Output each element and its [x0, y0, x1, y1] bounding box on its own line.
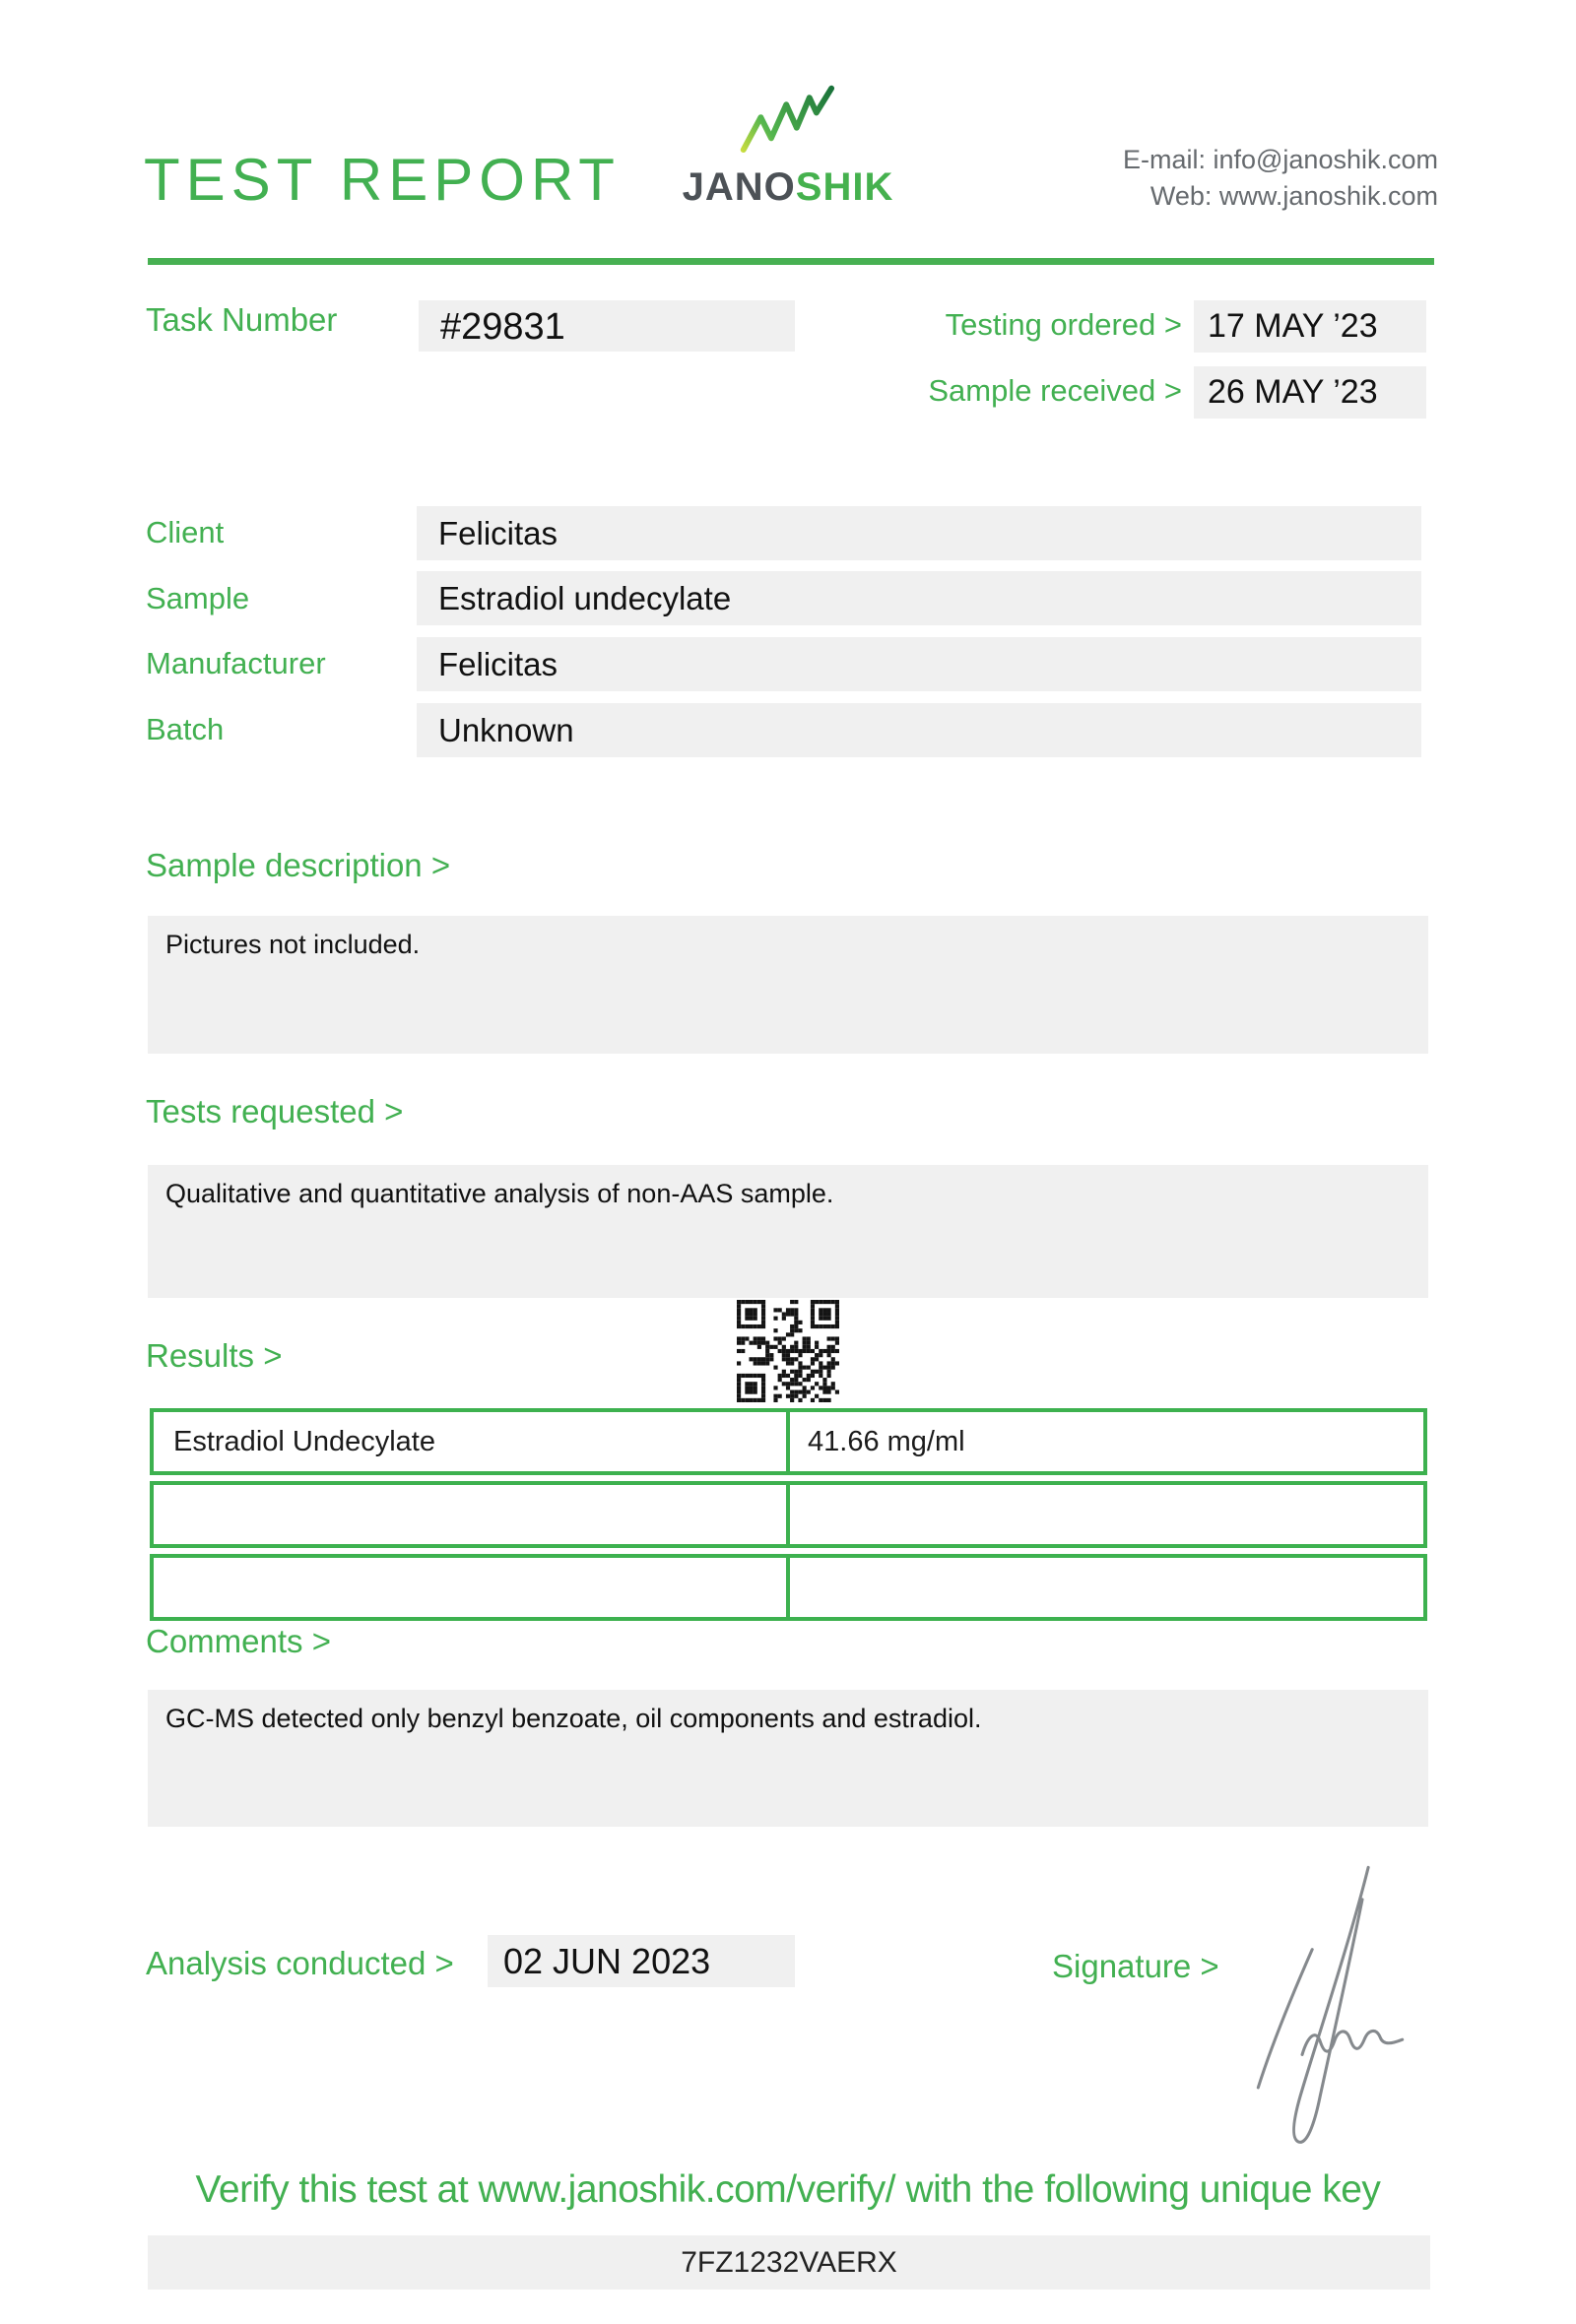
analysis-conducted-label: Analysis conducted > — [146, 1945, 454, 1981]
testing-ordered-value: 17 MAY ’23 — [1208, 307, 1378, 345]
logo-shik-text: SHIK — [795, 165, 894, 209]
tests-requested-heading: Tests requested > — [146, 1093, 404, 1130]
manufacturer-field — [417, 637, 1421, 691]
signature-scrawl — [1249, 1849, 1412, 2150]
manufacturer-value: Felicitas — [438, 646, 558, 682]
task-number-label: Task Number — [146, 301, 338, 338]
analysis-date-field — [488, 1935, 795, 1987]
batch-field — [417, 703, 1421, 757]
task-number-field — [419, 300, 795, 352]
header-divider — [148, 258, 1434, 265]
unique-key-value: 7FZ1232VAERX — [681, 2246, 897, 2279]
tests-requested-box — [148, 1165, 1428, 1298]
client-value: Felicitas — [438, 515, 558, 551]
sample-received-value: 26 MAY ’23 — [1208, 373, 1378, 411]
testing-ordered-label: Testing ordered > — [945, 307, 1182, 342]
growth-chart-icon — [739, 73, 837, 166]
result-value-cell — [790, 1558, 1423, 1617]
comments-box — [148, 1690, 1428, 1827]
logo-jano-text: JANO — [682, 165, 796, 209]
table-row — [150, 1481, 1427, 1548]
client-label: Client — [146, 515, 225, 549]
table-row — [150, 1408, 1427, 1475]
contact-block — [946, 142, 1438, 215]
result-value-cell: 41.66 mg/ml — [808, 1426, 965, 1457]
result-name-cell — [154, 1558, 790, 1617]
manufacturer-label: Manufacturer — [146, 646, 326, 680]
page-title: TEST REPORT — [144, 147, 621, 213]
sample-value: Estradiol undecylate — [438, 580, 732, 616]
contact-email: E-mail: info@janoshik.com — [1122, 145, 1438, 174]
sample-description-box — [148, 916, 1428, 1054]
comments-heading: Comments > — [146, 1623, 331, 1659]
task-number-value: #29831 — [440, 306, 565, 348]
result-name-cell — [154, 1485, 790, 1544]
results-table — [150, 1408, 1427, 1627]
result-name-cell: Estradiol Undecylate — [154, 1412, 790, 1471]
analysis-date-value: 02 JUN 2023 — [503, 1941, 711, 1981]
batch-value: Unknown — [438, 712, 574, 748]
sample-description-heading: Sample description > — [146, 847, 451, 883]
sample-label: Sample — [146, 581, 250, 615]
client-field — [417, 506, 1421, 560]
unique-key-bar — [148, 2235, 1430, 2290]
testing-ordered-field — [1194, 300, 1426, 353]
verify-instruction: Verify this test at www.janoshik.com/verify/ with the following unique key — [195, 2168, 1381, 2211]
logo-wordmark — [680, 166, 896, 208]
sample-field — [417, 571, 1421, 625]
result-value-cell — [790, 1485, 1423, 1544]
table-row — [150, 1554, 1427, 1621]
results-heading: Results > — [146, 1337, 283, 1374]
contact-web: Web: www.janoshik.com — [1149, 181, 1438, 211]
sample-description-text: Pictures not included. — [165, 930, 421, 959]
janoshik-logo — [680, 73, 896, 208]
batch-label: Batch — [146, 712, 225, 746]
signature-label: Signature > — [1052, 1948, 1219, 1984]
tests-requested-text: Qualitative and quantitative analysis of non-AAS sample. — [165, 1179, 834, 1208]
comments-text: GC-MS detected only benzyl benzoate, oil components and estradiol. — [165, 1704, 982, 1733]
qr-code — [737, 1300, 839, 1402]
sample-received-field — [1194, 366, 1426, 419]
sample-received-label: Sample received > — [928, 373, 1182, 408]
